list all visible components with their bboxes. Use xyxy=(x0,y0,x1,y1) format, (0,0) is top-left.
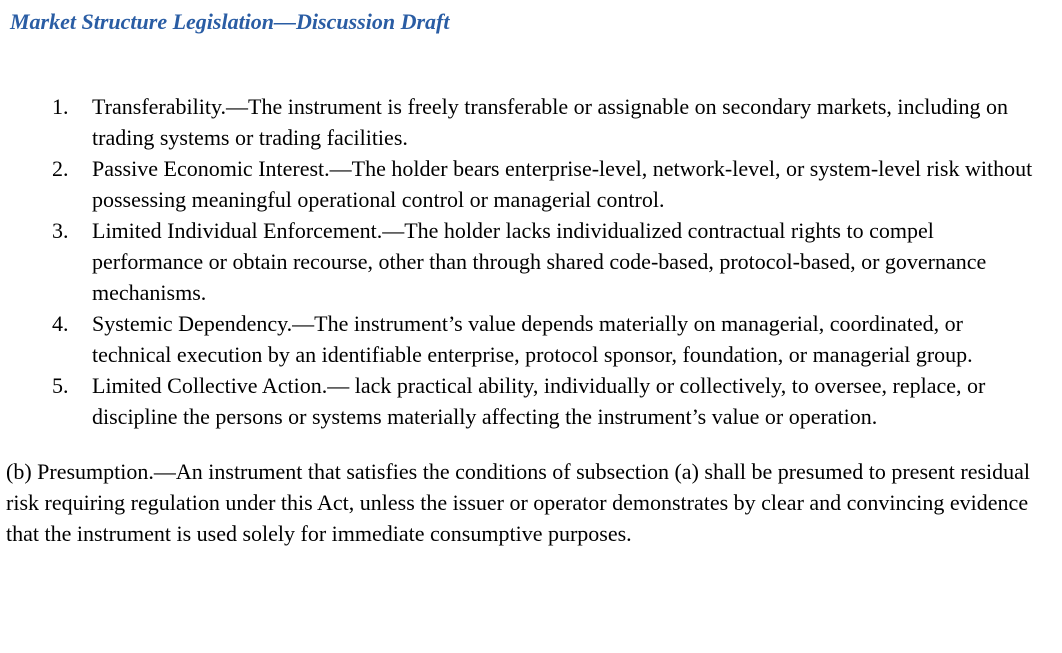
list-item-text: Passive Economic Interest.—The holder bears enterprise-level, network-level, or system-level risk without possessing meaningful operational control or managerial control. xyxy=(92,156,1033,212)
list-item xyxy=(6,370,1052,432)
list-item-number: 3. xyxy=(52,218,69,243)
list-item xyxy=(6,91,1052,153)
list-item-text: Systemic Dependency.—The instrument’s value depends materially on managerial, coordinated, or technical execution by an identifiable enterprise, protocol sponsor, foundation, or managerial group. xyxy=(92,311,973,367)
list-item-text: Limited Collective Action.— lack practical ability, individually or collectively, to oversee, replace, or discipline the persons or systems materially affecting the instrument’s value or operation. xyxy=(92,373,986,429)
presumption-paragraph: (b) Presumption.—An instrument that satisfies the conditions of subsection (a) shall be presumed to present residual risk requiring regulation under this Act, unless the issuer or operator demonstrates by clear and convincing evidence that the instrument is used solely for immediate consumptive purposes. xyxy=(6,459,1031,546)
list-item xyxy=(6,215,1052,308)
list-item-text: Limited Individual Enforcement.—The holder lacks individualized contractual rights to compel performance or obtain recourse, other than through shared code-based, protocol-based, or governance mechanisms. xyxy=(92,218,987,305)
list-item-number: 4. xyxy=(52,311,69,336)
list-item-text: Transferability.—The instrument is freely transferable or assignable on secondary markets, including on trading systems or trading facilities. xyxy=(92,94,1009,150)
list-item xyxy=(6,153,1052,215)
list-item-number: 2. xyxy=(52,156,69,181)
list-item xyxy=(6,308,1052,370)
document-title: Market Structure Legislation—Discussion Draft xyxy=(10,9,450,34)
list-item-number: 1. xyxy=(52,94,69,119)
list-item-number: 5. xyxy=(52,373,69,398)
criteria-list xyxy=(6,91,1052,432)
